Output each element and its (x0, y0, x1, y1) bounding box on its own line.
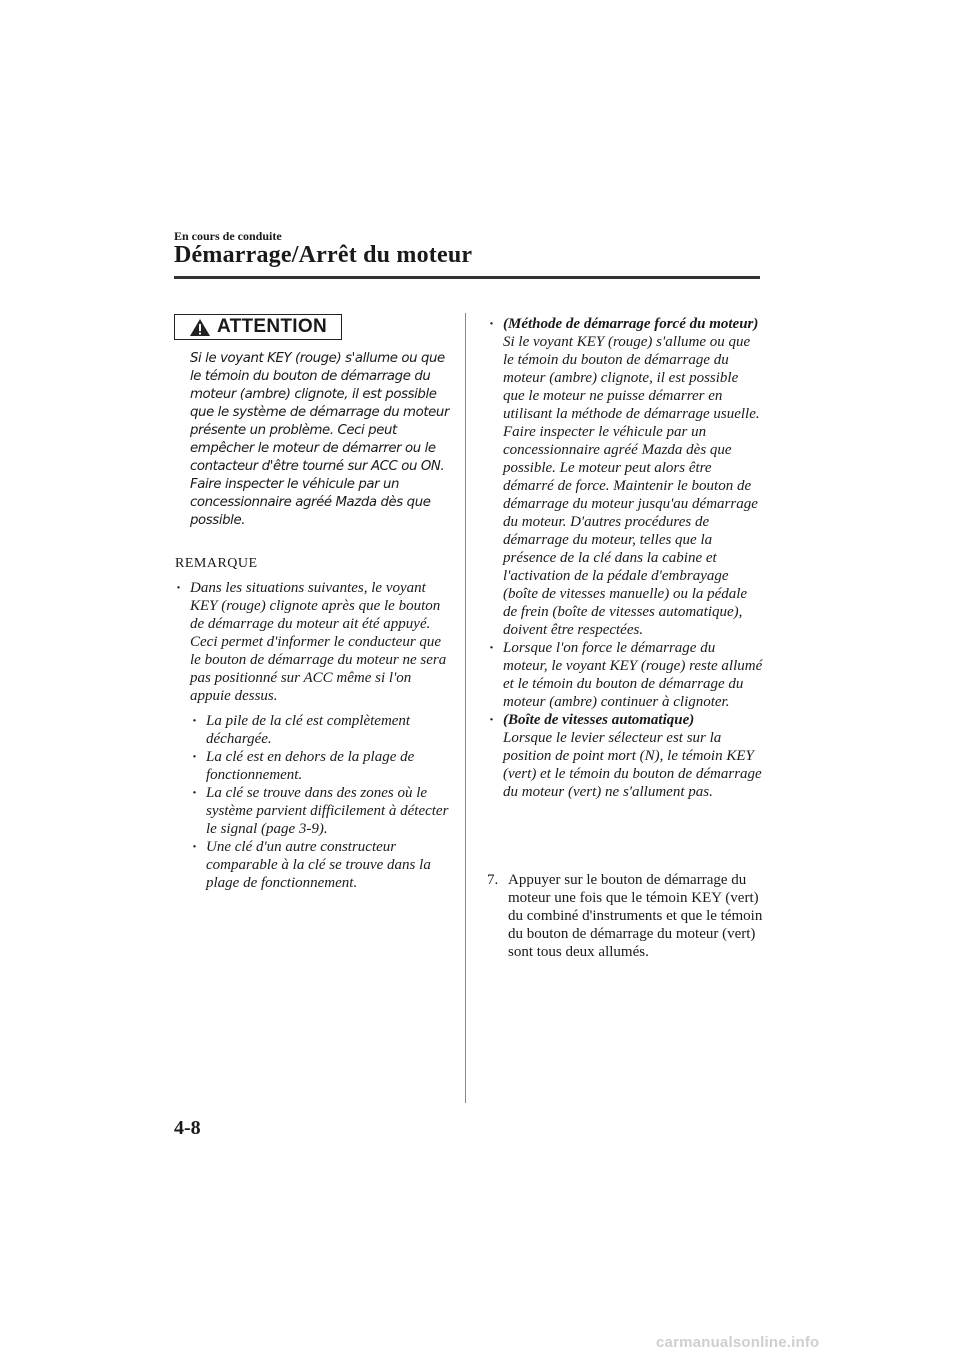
forced-start-title: · (Méthode de démarrage forcé du moteur) (503, 316, 759, 332)
force-note-item: · Lorsque l'on force le démarrage du moteur, le voyant KEY (rouge) reste allumé et le témoin du bouton de démarrage du moteur (ambre) continuer à clignoter. (487, 639, 763, 711)
forced-start-text: Si le voyant KEY (rouge) s'allume ou que le témoin du bouton de démarrage du moteur (ambre) clignote, il est possible que le moteur ne puisse démarrer en utilisant la méthode de démarrage usuelle. Faire inspecter le véhicule par un concessionnaire agréé Mazda dès que possible. Le moteur peut alors être démarré de force. Maintenir le bouton de démarrage du moteur jusqu'au démarrage du moteur. D'autres procédures de démarrage du moteur, telles que la présence de la clé dans la cabine et l'activation de la pédale d'embrayage (boîte de vitesses manuelle) ou la pédale de frein (boîte de vitesses automatique), doivent être respectées. (503, 334, 760, 638)
warning-triangle-icon (189, 318, 211, 337)
list-item: · Une clé d'un autre constructeur comparable à la clé se trouve dans la plage de fonctionnement. (190, 838, 455, 892)
header-rule (174, 276, 760, 279)
note-label: REMARQUE (175, 556, 258, 571)
note-intro: · Dans les situations suivantes, le voyant KEY (rouge) clignote après que le bouton de démarrage du moteur ait été appuyé. Ceci permet d'informer le conducteur que le bouton de démarrage du moteur ne sera pas positionné sur ACC même si l'on appuie dessus. (174, 579, 454, 705)
section-name: En cours de conduite (174, 229, 282, 243)
automatic-title: · (Boîte de vitesses automatique) (503, 712, 695, 728)
right-list (487, 315, 763, 801)
note-list (174, 579, 454, 705)
page-number: 4-8 (174, 1117, 201, 1139)
attention-box (174, 314, 342, 340)
column-divider (465, 313, 466, 1103)
list-item: · La clé est en dehors de la plage de fonctionnement. (190, 748, 455, 784)
watermark: carmanualsonline.info (656, 1334, 820, 1351)
attention-label: ATTENTION (216, 316, 327, 337)
list-item: · La clé se trouve dans des zones où le système parvient difficilement à détecter le signal (page 3-9). (190, 784, 455, 838)
step-number: 7. (487, 872, 499, 888)
automatic-item (487, 711, 763, 801)
attention-text: Si le voyant KEY (rouge) s'allume ou que le témoin du bouton de démarrage du moteur (ambre) clignote, il est possible que le système de démarrage du moteur présente un problème. Ceci peut empêcher le moteur de démarrer ou le contacteur d'être tourné sur ACC ou ON. Faire inspecter le véhicule par un concessionnaire agréé Mazda dès que possible. (190, 351, 450, 528)
page-title: Démarrage/Arrêt du moteur (174, 242, 473, 268)
note-sub-list (190, 712, 455, 892)
forced-start-item (487, 315, 763, 639)
step-text: Appuyer sur le bouton de démarrage du moteur une fois que le témoin KEY (vert) du combiné d'instruments et que le témoin du bouton de démarrage du moteur (vert) sont tous deux allumés. (508, 872, 763, 960)
automatic-text: Lorsque le levier sélecteur est sur la position de point mort (N), le témoin KEY (vert) et le témoin du bouton de démarrage du moteur (vert) ne s'allument pas. (503, 730, 762, 800)
list-item: · La pile de la clé est complètement déchargée. (190, 712, 455, 748)
